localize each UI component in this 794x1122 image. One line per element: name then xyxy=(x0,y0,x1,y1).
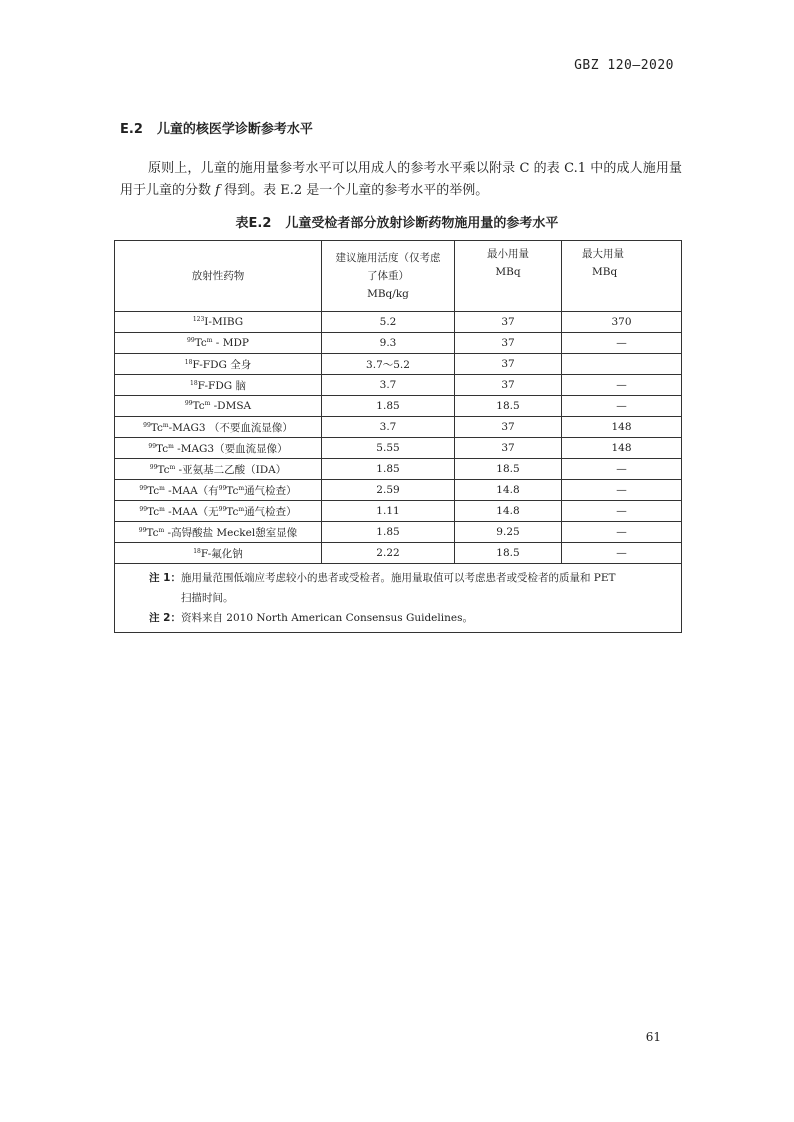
isotope-mass-number: 18 xyxy=(190,379,198,387)
cell-max-dose: 148 xyxy=(562,417,682,438)
isotope-mass-number: 99 xyxy=(143,421,151,429)
cell-min-dose: 18.5 xyxy=(455,396,562,417)
cell-min-dose: 37 xyxy=(455,312,562,333)
cell-min-dose: 14.8 xyxy=(455,480,562,501)
cell-max-dose: — xyxy=(562,396,682,417)
drug-name: Tc xyxy=(147,484,160,497)
cell-recommended-activity: 1.11 xyxy=(322,501,455,522)
drug-name: I-MIBG xyxy=(204,316,244,328)
section-heading xyxy=(120,118,313,137)
cell-max-dose: — xyxy=(562,375,682,396)
table-notes-row xyxy=(115,564,682,633)
note-1 xyxy=(149,568,673,588)
cell-max-dose: — xyxy=(562,543,682,564)
header-min-dose xyxy=(455,241,562,312)
drug-name-rest: -MAG3 （不要血流显像） xyxy=(168,421,293,434)
cell-radiopharmaceutical xyxy=(115,396,322,417)
isotope-mass-number: 18 xyxy=(184,358,193,366)
drug-name: Tc xyxy=(150,421,163,434)
cell-min-dose: 37 xyxy=(455,417,562,438)
page-number: 61 xyxy=(645,1030,661,1044)
cell-recommended-activity: 2.59 xyxy=(322,480,455,501)
cell-min-dose: 37 xyxy=(455,375,562,396)
metastable-mark: m xyxy=(159,484,165,492)
fraction-symbol: f xyxy=(215,183,220,198)
isotope-mass-number: 99 xyxy=(184,400,193,407)
table-row xyxy=(115,522,682,543)
cell-radiopharmaceutical xyxy=(115,375,322,396)
table-row xyxy=(115,543,682,564)
drug-name: Tc xyxy=(156,442,169,455)
isotope-mass-number: 99 xyxy=(218,484,227,492)
table-row xyxy=(115,354,682,375)
drug-name-rest: -MAG3（要血流显像） xyxy=(173,442,288,455)
cell-recommended-activity: 5.2 xyxy=(322,312,455,333)
cell-max-dose: — xyxy=(562,501,682,522)
cell-min-dose: 18.5 xyxy=(455,543,562,564)
cell-radiopharmaceutical xyxy=(115,333,322,354)
cell-min-dose: 37 xyxy=(455,438,562,459)
drug-name-rest: - MDP xyxy=(212,337,249,349)
metastable-mark: m xyxy=(162,421,169,429)
note-2-label: 注 2： xyxy=(149,612,181,624)
paragraph-text-2: 得到。表 E.2 是一个儿童的参考水平的举例。 xyxy=(219,183,489,198)
drug-name: Tc xyxy=(147,505,160,518)
cell-radiopharmaceutical xyxy=(115,543,322,564)
drug-name-rest: -亚氨基二乙酸（IDA） xyxy=(175,463,287,476)
header-rec-line1: 建议施用活度（仅考虑 xyxy=(335,252,441,264)
section-number: E.2 xyxy=(120,122,143,137)
table-row xyxy=(115,396,682,417)
cell-min-dose: 14.8 xyxy=(455,501,562,522)
table-row xyxy=(115,501,682,522)
table-caption xyxy=(0,212,794,231)
drug-name: Tc xyxy=(192,400,205,412)
note-2 xyxy=(149,608,673,628)
cell-recommended-activity: 1.85 xyxy=(322,459,455,480)
header-rec-line2: 了体重） xyxy=(367,270,409,282)
isotope-mass-number: 99 xyxy=(149,463,158,471)
cell-recommended-activity: 5.55 xyxy=(322,438,455,459)
metastable-mark: m xyxy=(168,442,174,450)
standard-code: GBZ 120—2020 xyxy=(574,58,674,73)
cell-recommended-activity: 9.3 xyxy=(322,333,455,354)
cell-radiopharmaceutical xyxy=(115,459,322,480)
header-max-line1: 最大用量 xyxy=(582,248,624,260)
table-row xyxy=(115,333,682,354)
cell-recommended-activity: 1.85 xyxy=(322,522,455,543)
cell-recommended-activity: 2.22 xyxy=(322,543,455,564)
metastable-mark: m xyxy=(169,463,176,471)
cell-max-dose: — xyxy=(562,480,682,501)
drug-name-rest: -MAA（无 xyxy=(164,505,219,518)
drug-name: F-氟化钠 xyxy=(200,547,243,560)
cell-recommended-activity: 3.7 xyxy=(322,375,455,396)
cell-recommended-activity: 3.7 xyxy=(322,417,455,438)
cell-radiopharmaceutical xyxy=(115,312,322,333)
cell-max-dose: — xyxy=(562,522,682,543)
metastable-mark: m xyxy=(159,505,165,513)
isotope-mass-number: 123 xyxy=(192,316,205,323)
drug-name-rest: 通气检查） xyxy=(244,505,297,518)
table-header-row xyxy=(115,241,682,312)
reference-level-table xyxy=(114,240,682,633)
cell-min-dose: 9.25 xyxy=(455,522,562,543)
cell-radiopharmaceutical xyxy=(115,522,322,543)
note-1-text: 施用量范围低端应考虑较小的患者或受检者。施用量取值可以考虑患者或受检者的质量和 PET xyxy=(180,572,616,584)
table-row xyxy=(115,438,682,459)
metastable-mark: m xyxy=(206,337,213,344)
cell-radiopharmaceutical xyxy=(115,501,322,522)
header-min-unit: MBq xyxy=(495,266,521,278)
cell-radiopharmaceutical xyxy=(115,354,322,375)
metastable-mark: m xyxy=(238,484,245,492)
header-rec-unit: MBq/kg xyxy=(367,288,409,300)
drug-name: F-FDG 脑 xyxy=(197,379,246,392)
header-max-unit: MBq xyxy=(592,266,618,278)
header-radiopharmaceutical: 放射性药物 xyxy=(115,241,322,312)
cell-radiopharmaceutical xyxy=(115,480,322,501)
isotope-mass-number: 99 xyxy=(218,505,227,513)
cell-radiopharmaceutical xyxy=(115,438,322,459)
cell-max-dose: 370 xyxy=(562,312,682,333)
isotope-mass-number: 18 xyxy=(193,547,201,555)
drug-name: Tc xyxy=(194,337,207,349)
cell-max-dose: 148 xyxy=(562,438,682,459)
table-number: 表E.2 xyxy=(235,216,272,231)
drug-name-rest: 通气检查） xyxy=(244,484,297,497)
cell-min-dose: 37 xyxy=(455,354,562,375)
cell-max-dose: — xyxy=(562,459,682,480)
cell-radiopharmaceutical xyxy=(115,417,322,438)
cell-min-dose: 37 xyxy=(455,333,562,354)
table-notes xyxy=(115,564,682,633)
intro-paragraph xyxy=(120,158,682,202)
header-recommended-activity xyxy=(322,241,455,312)
note-2-text: 资料来自 2010 North American Consensus Guidelines。 xyxy=(180,612,473,624)
cell-recommended-activity: 3.7～5.2 xyxy=(322,354,455,375)
table-row xyxy=(115,417,682,438)
drug-name-rest: -DMSA xyxy=(210,400,252,412)
cell-recommended-activity: 1.85 xyxy=(322,396,455,417)
cell-max-dose xyxy=(562,354,682,375)
paragraph-text-1: 原则上，儿童的施用量参考水平可以用成人的参考水平乘以附录 C 的表 C.1 中的成人施用量用于儿童的分数 xyxy=(120,161,682,198)
drug-name: F-FDG 全身 xyxy=(192,358,252,371)
drug-name: Tc xyxy=(146,526,159,539)
section-title: 儿童的核医学诊断参考水平 xyxy=(156,122,313,137)
cell-max-dose: — xyxy=(562,333,682,354)
note-1-continuation: 扫描时间。 xyxy=(181,592,234,604)
cell-min-dose: 18.5 xyxy=(455,459,562,480)
isotope-mass-number: 99 xyxy=(187,337,195,344)
table-row xyxy=(115,375,682,396)
table-row xyxy=(115,459,682,480)
header-max-dose xyxy=(562,241,682,312)
isotope-mass-number: 99 xyxy=(139,484,148,492)
drug-name-rest: -MAA（有 xyxy=(164,484,219,497)
metastable-mark: m xyxy=(238,505,245,513)
isotope-mass-number: 99 xyxy=(148,442,157,450)
table-title: 儿童受检者部分放射诊断药物施用量的参考水平 xyxy=(285,216,559,231)
isotope-mass-number: 99 xyxy=(138,526,147,534)
metastable-mark: m xyxy=(158,526,165,534)
drug-name-rest: -高锝酸盐 Meckel憩室显像 xyxy=(164,526,298,539)
drug-name: Tc xyxy=(157,463,170,476)
isotope-mass-number: 99 xyxy=(139,505,148,513)
table-row xyxy=(115,312,682,333)
drug-name-rest: Tc xyxy=(226,484,239,497)
drug-name-rest: Tc xyxy=(226,505,239,518)
table-row xyxy=(115,480,682,501)
metastable-mark: m xyxy=(204,400,211,407)
header-min-line1: 最小用量 xyxy=(487,248,529,260)
note-1-label: 注 1： xyxy=(149,572,181,584)
